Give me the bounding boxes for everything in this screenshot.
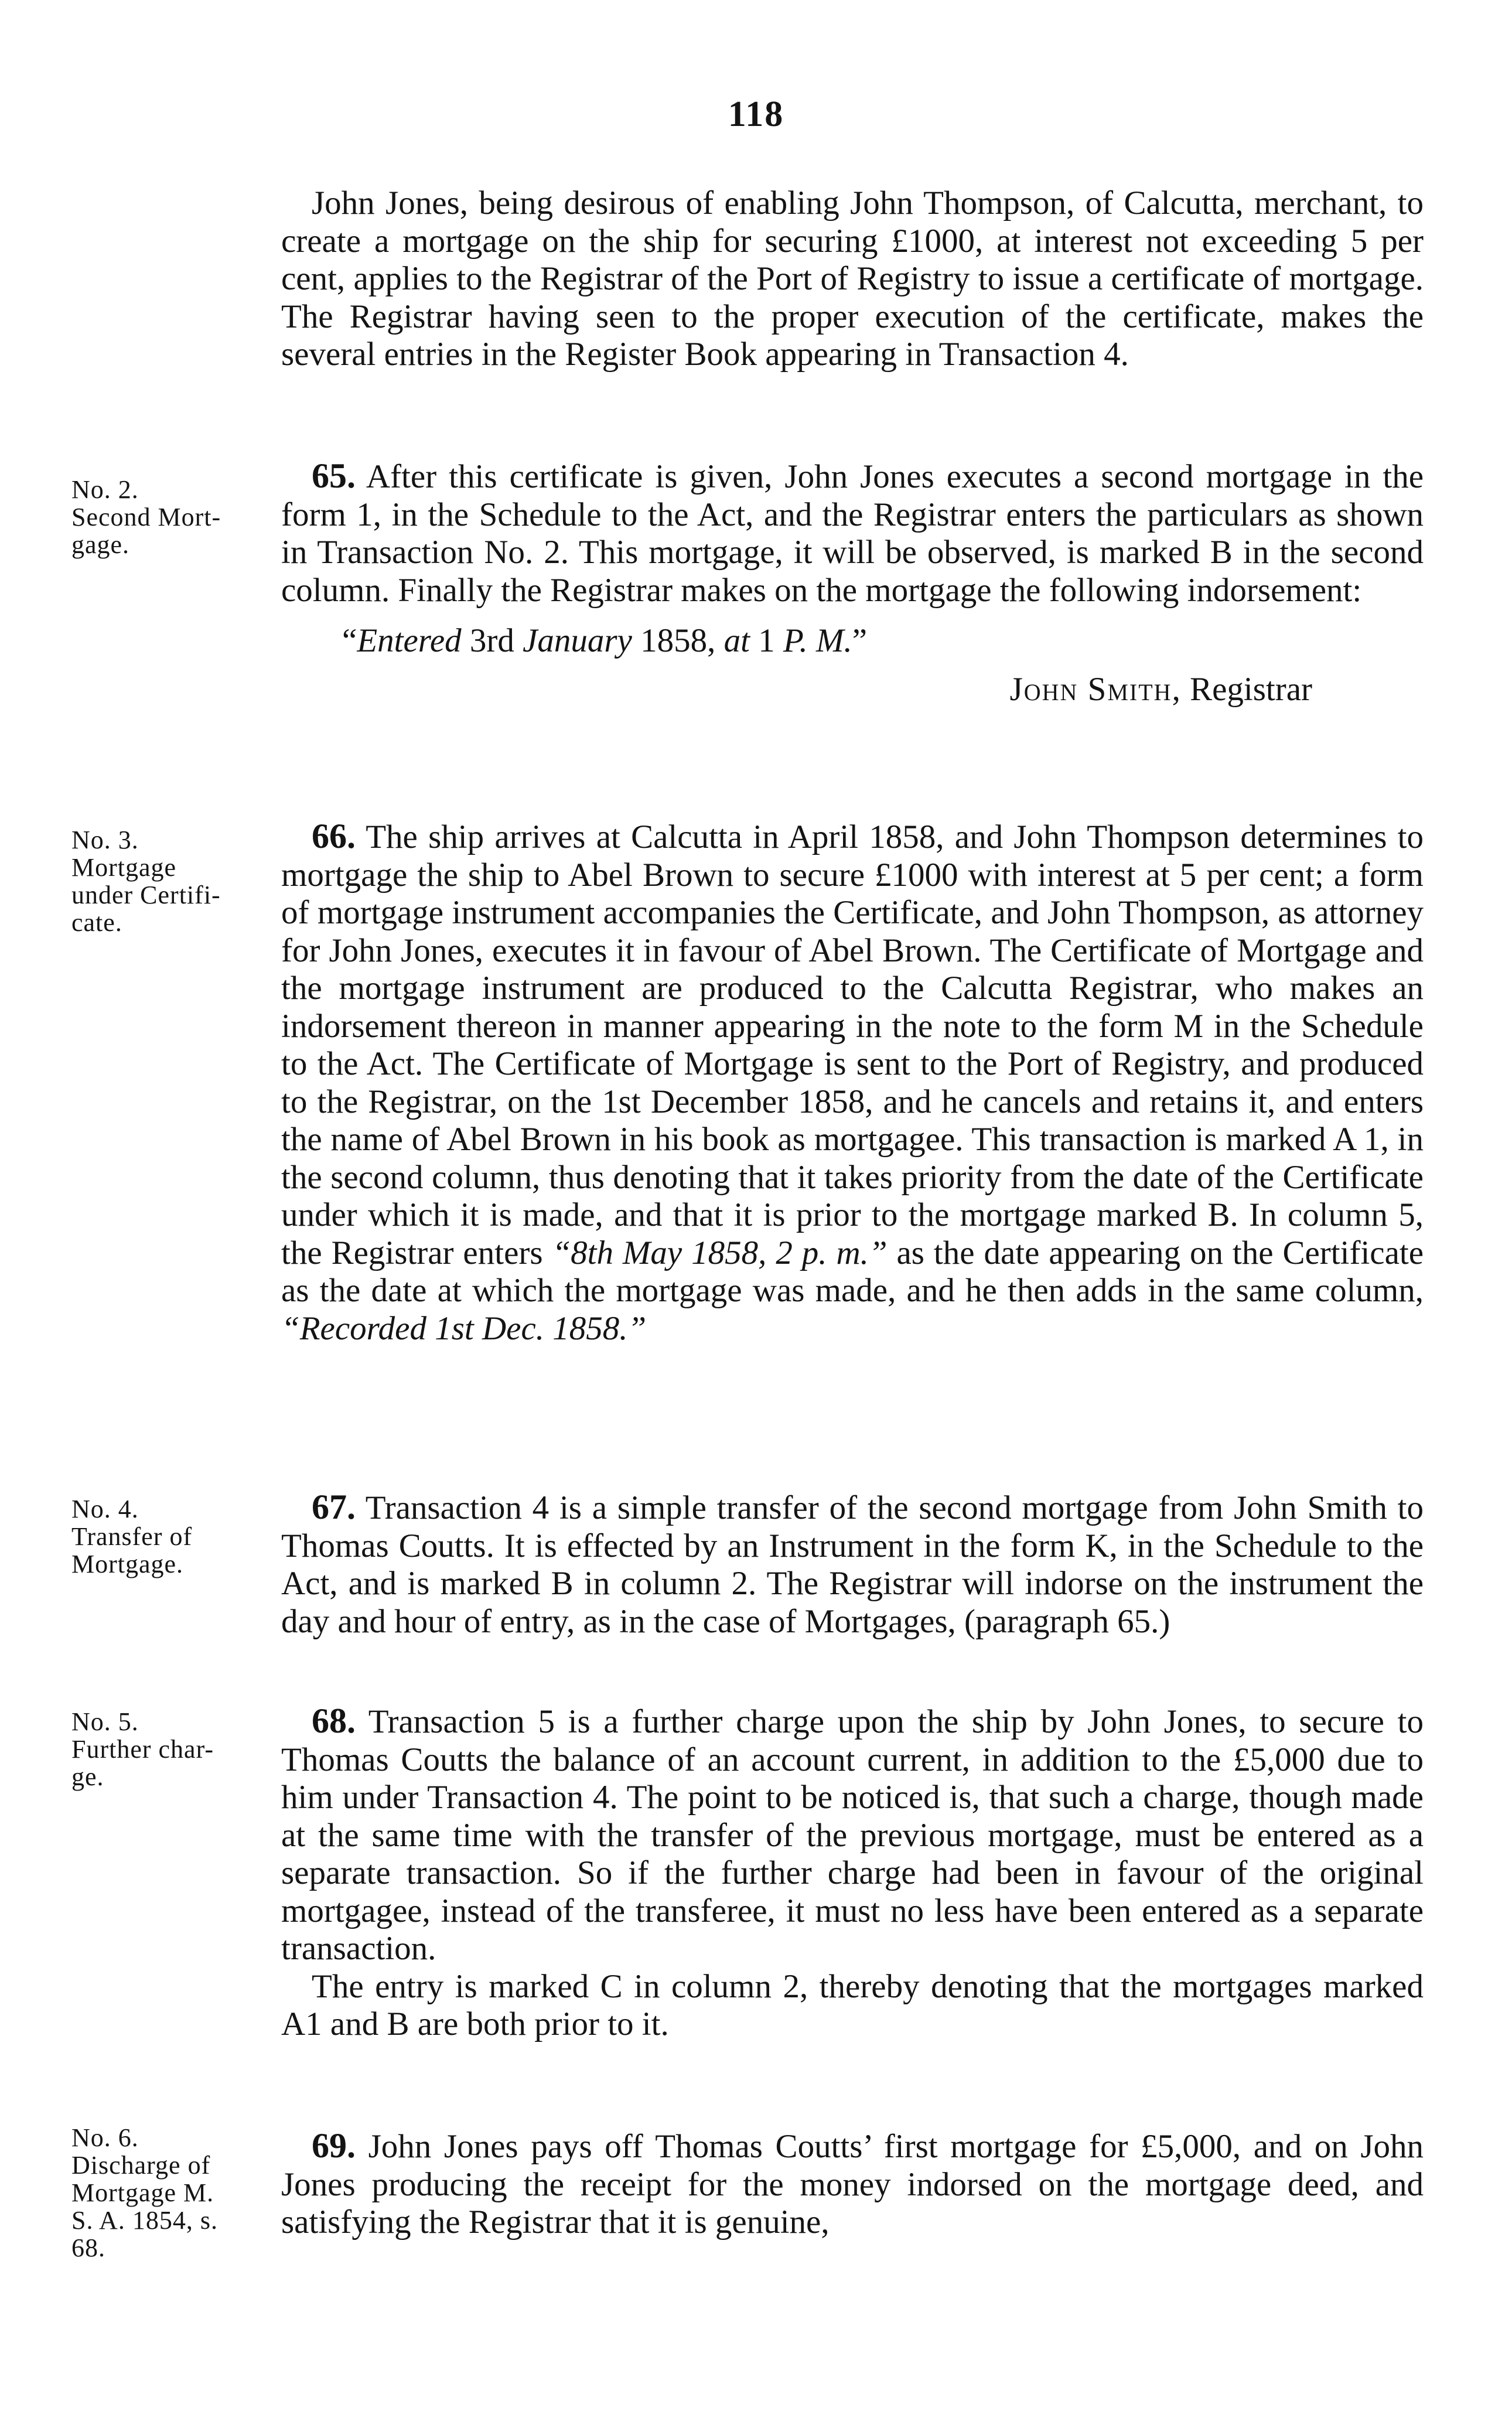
margin-note-line: Discharge of <box>71 2151 211 2180</box>
margin-note-mortgage-under-certificate <box>71 826 271 936</box>
margin-note-line: Mortgage M. <box>71 2178 214 2207</box>
paragraph-68 <box>281 1702 1424 2044</box>
paragraph-66 <box>281 817 1424 1348</box>
margin-note-line: gage. <box>71 530 130 559</box>
quote-date: 3rd <box>469 622 514 659</box>
paragraph-65 <box>281 457 1424 708</box>
page-number: 118 <box>728 94 784 134</box>
paragraph-number: 69. <box>312 2126 356 2165</box>
margin-note-line: No. 4. <box>71 1495 139 1523</box>
paragraph-number: 66. <box>312 817 356 855</box>
quote-pm: P. M. <box>783 622 852 659</box>
margin-note-discharge-of-mortgage <box>71 2124 271 2262</box>
margin-note-line: under Certifi- <box>71 881 221 909</box>
recorded-entry: “Recorded 1st Dec. 1858.” <box>281 1309 647 1347</box>
margin-note-line: Mortgage <box>71 853 177 882</box>
quote-close-mark: ” <box>852 622 868 659</box>
paragraph-text: John Jones pays off Thomas Coutts’ first mortgage for £5,000, and on John Jones producing the receipt for the money indorsed on the mortgage deed, and satisfying the Registrar that it is genuine, <box>281 2128 1424 2241</box>
paragraph-text-second: The entry is marked C in column 2, thereby denoting that the mortgages marked A1 and B are both prior to it. <box>281 1967 1424 2042</box>
intro-paragraph: John Jones, being desirous of enabling John Thompson, of Calcutta, merchant, to create a mortgage on the ship for securing £1000, at interest not exceeding 5 per cent, applies to the Registrar of the Port of Registry to issue a certificate of mortgage. The Registrar having seen to the proper execution of the certificate, makes the several entries in the Register Book appearing in Transaction 4. <box>281 185 1424 373</box>
margin-note-line: S. A. 1854, s. <box>71 2206 218 2235</box>
margin-note-transfer-of-mortgage <box>71 1495 271 1578</box>
paragraph-number: 67. <box>312 1488 356 1526</box>
paragraph-text-continued: as the date appearing on the Certificate as the date at which the mortgage was made, and he then adds in the same column, <box>281 1234 1424 1309</box>
signature-name: John Smith, <box>1009 670 1182 708</box>
quote-month: January <box>523 622 632 659</box>
paragraph-number: 65. <box>312 456 356 495</box>
margin-note-line: ge. <box>71 1762 104 1791</box>
quote-entered: Entered <box>357 622 462 659</box>
quote-at: at <box>723 622 750 659</box>
quote-open-mark: “ <box>342 622 357 659</box>
signature-title: Registrar <box>1190 670 1312 708</box>
paragraph-text: Transaction 5 is a further charge upon the ship by John Jones, to secure to Thomas Coutts the balance of an account current, in addition to the £5,000 due to him under Transaction 4. The point to be noticed is, that such a charge, though made at the same time with the transfer of the previous mortgage, must be entered as a separate transaction. So if the further charge had been in favour of the original mortgagee, instead of the transferee, it must no less have been entered as a separate transaction. <box>281 1703 1424 1967</box>
margin-note-line: Transfer of <box>71 1522 193 1551</box>
intro-block <box>281 185 1424 374</box>
paragraph-number: 68. <box>312 1701 356 1740</box>
margin-note-second-mortgage <box>71 476 271 558</box>
paragraph-text: Transaction 4 is a simple transfer of the second mortgage from John Smith to Thomas Coutts. It is effected by an Instrument in the form K, in the Schedule to the Act, and is marked B in column 2. The Registrar will indorse on the instrument the day and hour of entry, as in the case of Mortgages, (paragraph 65.) <box>281 1489 1424 1640</box>
quote-time: 1 <box>758 622 775 659</box>
indorsement-quote <box>281 622 1424 660</box>
margin-note-line: No. 6. <box>71 2123 139 2152</box>
paragraph-69 <box>281 2127 1424 2242</box>
margin-note-line: No. 3. <box>71 826 139 854</box>
margin-note-line: Further char- <box>71 1735 214 1764</box>
margin-note-line: Mortgage. <box>71 1550 184 1578</box>
margin-note-further-charge <box>71 1708 271 1791</box>
registrar-signature <box>281 671 1424 709</box>
margin-note-line: No. 2. <box>71 475 139 504</box>
paragraph-67 <box>281 1488 1424 1641</box>
date-entry: “8th May 1858, 2 p. m.” <box>552 1234 888 1271</box>
margin-note-line: No. 5. <box>71 1707 139 1736</box>
paragraph-text: After this certificate is given, John Jones executes a second mortgage in the form 1, in the Schedule to the Act, and the Registrar enters the particulars as shown in Transaction No. 2. This mortgage, it will be observed, is marked B in the second column. Finally the Registrar makes on the mortgage the following indorsement: <box>281 458 1424 609</box>
margin-note-line: Second Mort- <box>71 503 221 531</box>
paragraph-text: The ship arrives at Calcutta in April 1858, and John Thompson determines to mortgage the ship to Abel Brown to secure £1000 with interest at 5 per cent; a form of mortgage instrument accompanies the Certificate, and John Thompson, as attorney for John Jones, executes it in favour of Abel Brown. The Certificate of Mortgage and the mortgage instrument are produced to the Calcutta Registrar, who makes an indorsement thereon in manner appearing in the note to the form M in the Schedule to the Act. The Certificate of Mortgage is sent to the Port of Registry, and produced to the Registrar, on the 1st December 1858, and he cancels and retains it, and enters the name of Abel Brown in his book as mortgagee. This transaction is marked A 1, in the second column, thus denoting that it takes priority from the date of the Certificate under which it is made, and that it is prior to the mortgage marked B. In column 5, the Registrar enters <box>281 819 1424 1271</box>
quote-year: 1858, <box>640 622 716 659</box>
margin-note-line: 68. <box>71 2233 105 2262</box>
margin-note-line: cate. <box>71 908 122 937</box>
